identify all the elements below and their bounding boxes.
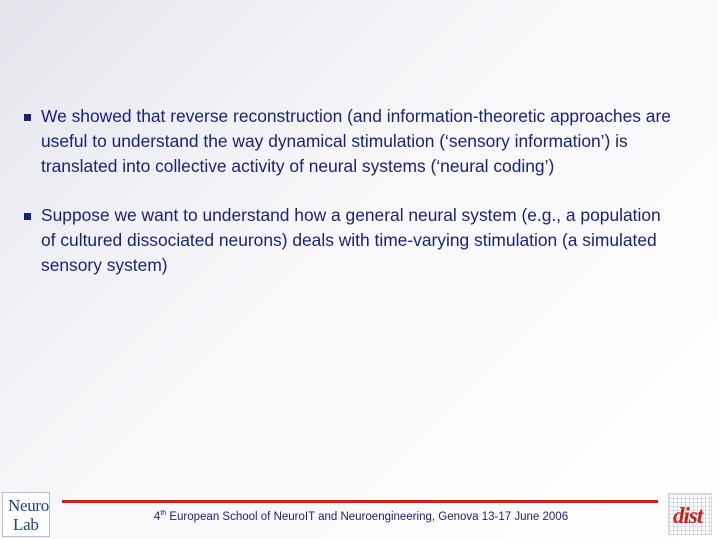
- bullet-item: [22, 203, 672, 278]
- dist-logo: [668, 493, 712, 535]
- footer-event-text: European School of NeuroIT and Neuroengineering, Genova 13-17 June 2006: [166, 510, 569, 523]
- bullet-text: We showed that reverse reconstruction (and information-theoretic approaches are useful to understand the way dynamical stimulation (‘sensory information’) is translated into collective activity of neural systems (‘neural coding’): [41, 106, 671, 176]
- dist-logo-text: dist: [673, 503, 703, 528]
- bullet-text: Suppose we want to understand how a general neural system (e.g., a population of cultured dissociated neurons) deals with time-varying stimulation (a simulated sensory system): [41, 205, 661, 275]
- bullet-item: [22, 104, 672, 179]
- neurolab-logo-line2: Lab: [13, 515, 39, 534]
- square-bullet-icon: [24, 114, 31, 121]
- footer-ordinal-number: 4: [153, 510, 161, 523]
- square-bullet-icon: [24, 213, 31, 220]
- footer-divider: [62, 500, 658, 503]
- slide-body: [22, 104, 672, 302]
- neurolab-logo-line1: Neuro: [8, 496, 49, 515]
- footer-ordinal-suffix: th: [160, 510, 167, 517]
- footer-text: [0, 510, 718, 523]
